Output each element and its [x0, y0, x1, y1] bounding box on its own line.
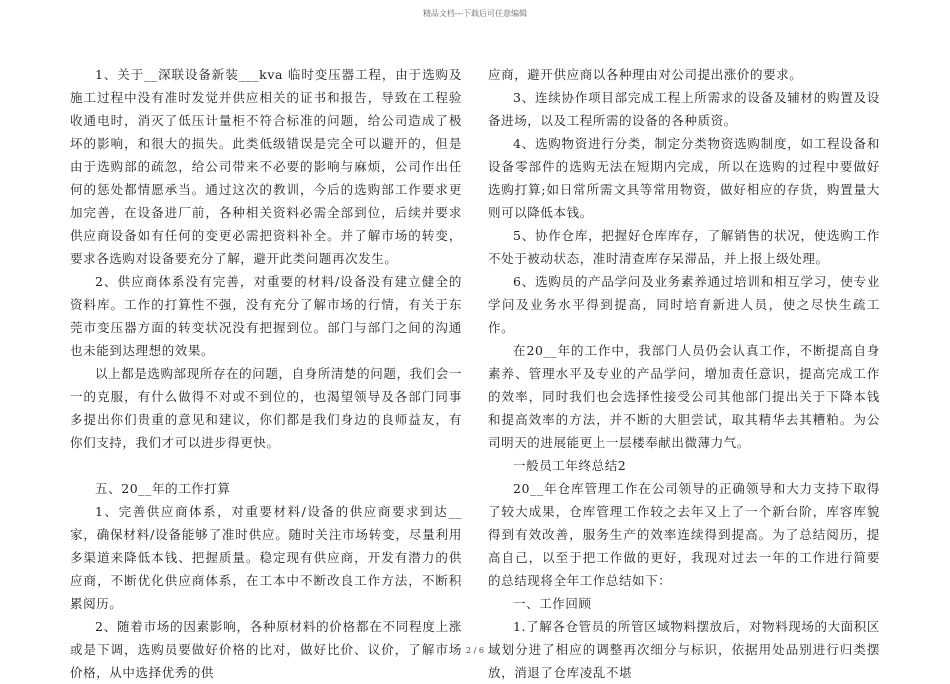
paragraph-warehouse-intro: 20__年仓库管理工作在公司领导的正确领导和大力支持下取得了较大成果，仓库管理工作较之去年又上了一个新台阶，库容库貌得到有效改善，服务生产的效率连续得到提高。为了总结阅历，提高自己，以至于把工作做的更好，我现对过去一年的工作进行简要的总结现将全年工作总结如下： [488, 481, 880, 588]
paragraph-procurement-issue-2: 2、供应商体系没有完善，对重要的材料/设备没有建立健全的资料库。工作的打算性不强，没有充分了解市场的行情，有关于东莞市变压器方面的转变状况没有把握到位。部门与部门之间的沟通也未能到达理想的效果。 [70, 274, 462, 358]
section-heading-summary-2: 一般员工年终总结2 [513, 458, 627, 473]
page-header: 精品文档---下载后可任意编辑 [422, 9, 528, 18]
paragraph-plan-conclusion: 在20__年的工作中，我部门人员仍会认真工作，不断提高自身素养、管理水平及专业的产品学问，增加责任意识，提高完成工作的效率，同时我们也会选择性接受公司其他部门提出关于下降本钱和提高效率的方法，并不断的大胆尝试，取其精华去其糟粕。为公司明天的进展能更上一层楼奉献出微薄力气。 [488, 343, 880, 450]
paragraph-plan-item-2: 2、随着市场的因素影响，各种原材料的价格都在不同程度上涨或是下调，选购员要做好价格的比对，做好比价、议价，了解市场价格，从中选择优秀的供 [70, 619, 462, 680]
left-column [70, 63, 462, 684]
paragraph-plan-item-5: 5、协作仓库，把握好仓库库存，了解销售的状况，使选购工作不处于被动状态，准时清查库存呆滞品，并上报上级处理。 [488, 228, 880, 266]
paragraph-plan-item-2-continued: 应商，避开供应商以各种理由对公司提出涨价的要求。 [488, 67, 803, 82]
paragraph-plan-item-6: 6、选购员的产品学问及业务素养通过培训和相互学习，使专业学问及业务水平得到提高，同时培育新进人员，使之尽快生疏工作。 [488, 274, 880, 335]
paragraph-gap [70, 454, 462, 477]
page-number: 2 / 6 [466, 646, 484, 655]
section-heading-work-review: 一、工作回顾 [513, 596, 592, 611]
section-heading-work-plan: 五、20__年的工作打算 [95, 481, 231, 496]
paragraph-summary-problems: 以上都是选购部现所存在的问题，自身所清楚的问题，我们会一一的克服，有什么做得不对或不到位的，也渴望领导及各部门同事多提出你们贵重的意见和建议，你们都是我们身边的良师益友，有你们支持，我们才可以进步得更快。 [70, 366, 462, 450]
paragraph-procurement-issue-1: 1、关于__深联设备新装___kva 临时变压器工程，由于选购及施工过程中没有准时发觉并供应相关的证书和报告，导致在工程验收通电时，消灭了低压计量柜不符合标准的问题，给公司造成了极坏的影响，和很大的损失。此类低级错误是完全可以避开的，但是由于选购部的疏忽，给公司带来不必要的影响与麻烦，公司作出任何的惩处都情愿承当。通过这次的教训，今后的选购部工作要求更加完善，在设备进厂前，各种相关资料必需全部到位，后续并要求供应商设备如有任何的变更必需把资料补全。并了解市场的转变，要求各选购对设备要充分了解，避开此类问题再次发生。 [70, 67, 462, 266]
paragraph-plan-item-1: 1、完善供应商体系，对重要材料/设备的供应商要求到达__家，确保材料/设备能够了准时供应。随时关注市场转变，尽量利用多渠道来降低本钱、把握质量。稳定现有供应商，开发有潜力的供应商，不断优化供应商体系，在工本中不断改良工作方法，不断积累阅历。 [70, 504, 462, 611]
paragraph-plan-item-3: 3、连续协作项目部完成工程上所需求的设备及辅材的购置及设备进场，以及工程所需的设备的各种质资。 [488, 90, 880, 128]
right-column [488, 63, 880, 684]
paragraph-review-item-1: 1.了解各仓管员的所管区域物料摆放后，对物料现场的大面积区域划分进了相应的调整再次细分与标识，依据用处品别进行归类摆放，消退了仓库凌乱不堪 [488, 619, 880, 680]
paragraph-plan-item-4: 4、选购物资进行分类，制定分类物资选购制度，如工程设备和设备零部件的选购无法在短期内完成，所以在选购的过程中要做好选购打算;如日常所需文具等常用物资，做好相应的存货，购置量大则可以降低本钱。 [488, 136, 880, 220]
